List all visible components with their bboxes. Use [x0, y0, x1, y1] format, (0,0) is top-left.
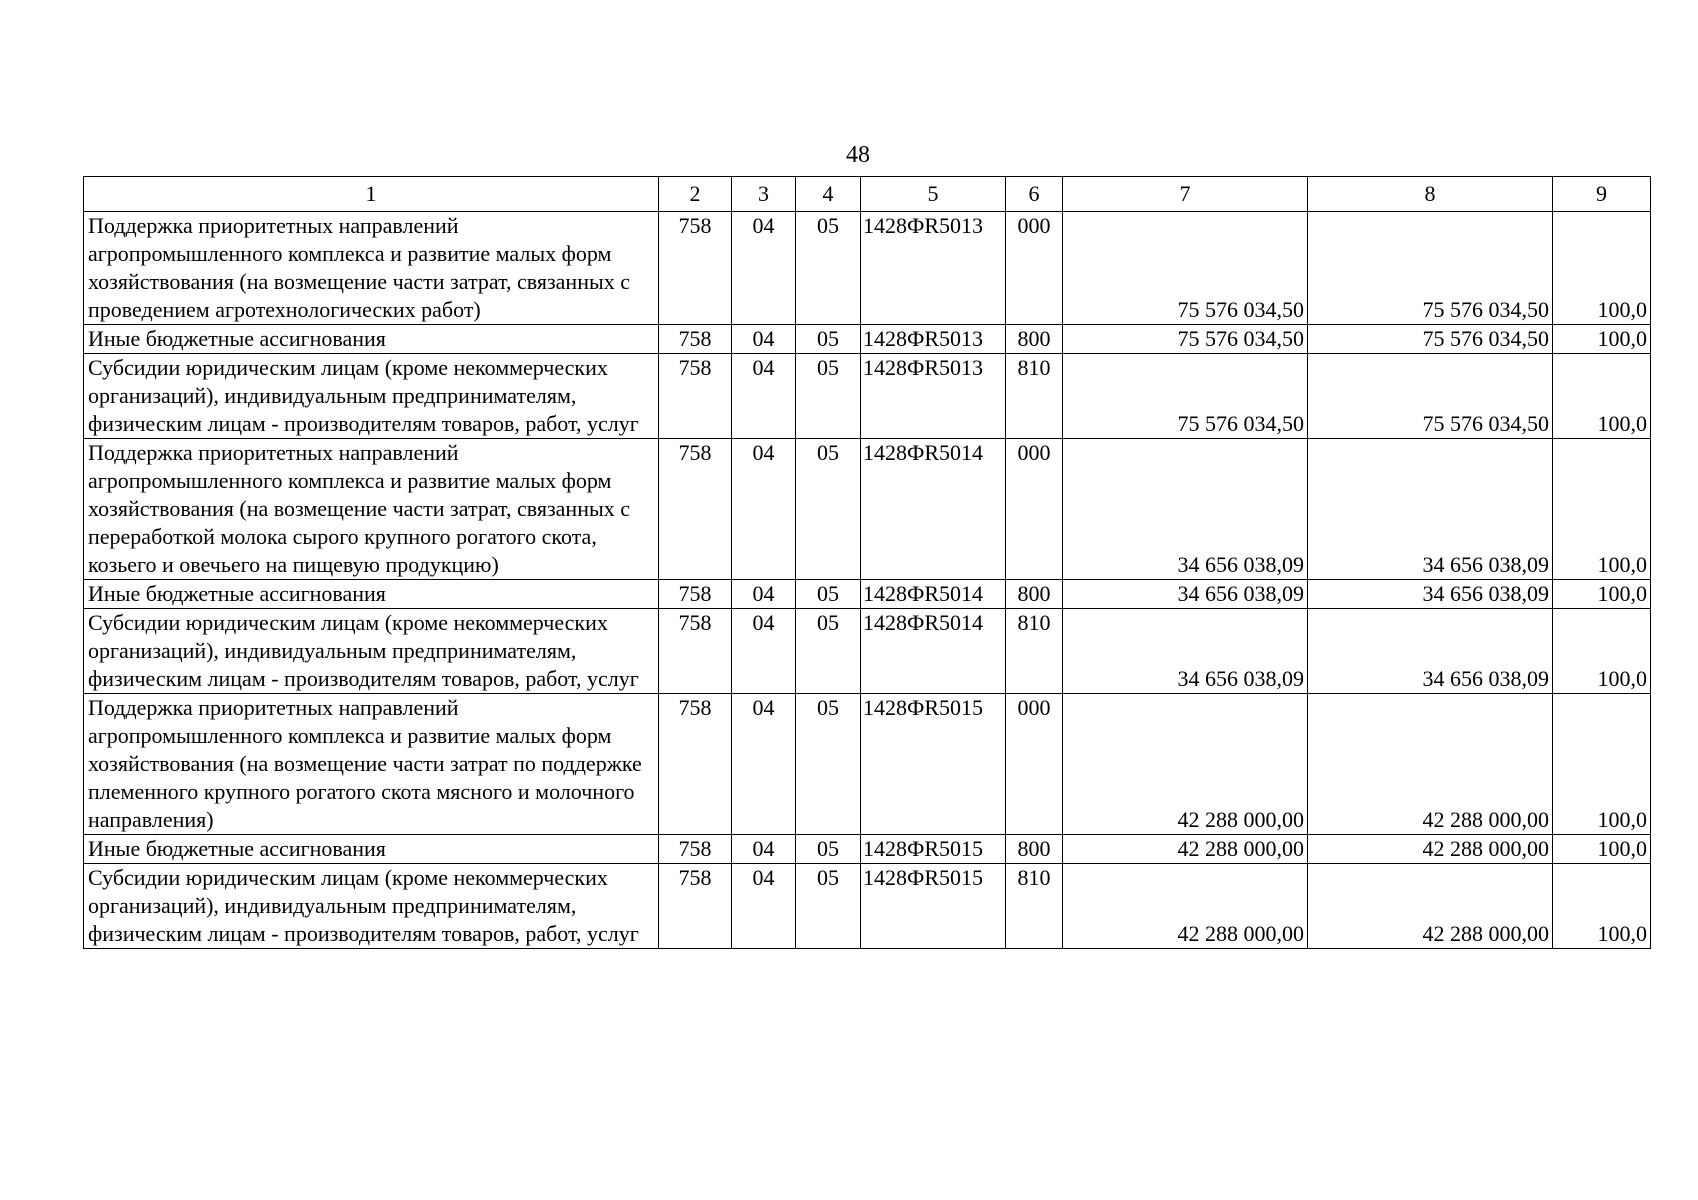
row-code-cell: 05 — [796, 439, 861, 580]
row-name-cell: Поддержка приоритетных направлений агропромышленного комплекса и развитие малых форм хозяйствования (на возмещение части затрат, связанных с переработкой молока сырого крупного рогатого скота, козьего и овечьего на пищевую продукцию) — [84, 439, 659, 580]
row-code-cell: 05 — [796, 609, 861, 694]
column-header: 6 — [1006, 177, 1063, 212]
table-row — [84, 439, 1651, 580]
row-code-cell: 1428ФR5014 — [861, 580, 1006, 609]
row-name-cell: Субсидии юридическим лицам (кроме некоммерческих организаций), индивидуальным предпринимателям, физическим лицам - производителям товаров, работ, услуг — [84, 354, 659, 439]
row-code-cell: 758 — [659, 325, 732, 354]
row-code-cell: 1428ФR5015 — [861, 694, 1006, 835]
row-name-cell: Субсидии юридическим лицам (кроме некоммерческих организаций), индивидуальным предпринимателям, физическим лицам - производителям товаров, работ, услуг — [84, 609, 659, 694]
row-code-cell: 05 — [796, 354, 861, 439]
row-amount-cell: 75 576 034,50 — [1063, 354, 1308, 439]
table-row — [84, 835, 1651, 864]
row-code-cell: 1428ФR5013 — [861, 212, 1006, 325]
row-code-cell: 05 — [796, 212, 861, 325]
row-code-cell: 1428ФR5014 — [861, 439, 1006, 580]
row-code-cell: 04 — [732, 354, 796, 439]
row-code-cell: 05 — [796, 864, 861, 949]
row-name-cell: Иные бюджетные ассигнования — [84, 325, 659, 354]
column-header: 1 — [84, 177, 659, 212]
row-code-cell: 758 — [659, 439, 732, 580]
row-code-cell: 758 — [659, 354, 732, 439]
row-code-cell: 05 — [796, 694, 861, 835]
row-amount-cell: 42 288 000,00 — [1063, 864, 1308, 949]
row-percent-cell: 100,0 — [1553, 864, 1651, 949]
row-code-cell: 758 — [659, 580, 732, 609]
column-header: 7 — [1063, 177, 1308, 212]
row-code-cell: 000 — [1006, 694, 1063, 835]
row-code-cell: 000 — [1006, 212, 1063, 325]
row-name-cell: Иные бюджетные ассигнования — [84, 580, 659, 609]
row-amount-cell: 34 656 038,09 — [1063, 439, 1308, 580]
row-code-cell: 810 — [1006, 609, 1063, 694]
table-row — [84, 354, 1651, 439]
row-amount-cell: 42 288 000,00 — [1308, 835, 1553, 864]
row-code-cell: 758 — [659, 609, 732, 694]
column-header: 5 — [861, 177, 1006, 212]
row-code-cell: 1428ФR5013 — [861, 354, 1006, 439]
column-header: 4 — [796, 177, 861, 212]
row-code-cell: 04 — [732, 835, 796, 864]
row-amount-cell: 34 656 038,09 — [1063, 609, 1308, 694]
row-percent-cell: 100,0 — [1553, 694, 1651, 835]
row-amount-cell: 42 288 000,00 — [1308, 694, 1553, 835]
table-row — [84, 694, 1651, 835]
column-header: 3 — [732, 177, 796, 212]
row-amount-cell: 34 656 038,09 — [1063, 580, 1308, 609]
row-code-cell: 1428ФR5015 — [861, 835, 1006, 864]
row-name-cell: Поддержка приоритетных направлений агропромышленного комплекса и развитие малых форм хозяйствования (на возмещение части затрат по поддержке племенного крупного рогатого скота мясного и молочного направления) — [84, 694, 659, 835]
table-row — [84, 609, 1651, 694]
row-code-cell: 04 — [732, 609, 796, 694]
table-header-row — [84, 177, 1651, 212]
table-row — [84, 325, 1651, 354]
row-percent-cell: 100,0 — [1553, 439, 1651, 580]
row-code-cell: 05 — [796, 325, 861, 354]
row-code-cell: 810 — [1006, 354, 1063, 439]
row-percent-cell: 100,0 — [1553, 325, 1651, 354]
row-code-cell: 800 — [1006, 325, 1063, 354]
row-amount-cell: 75 576 034,50 — [1063, 325, 1308, 354]
row-code-cell: 810 — [1006, 864, 1063, 949]
table-row — [84, 212, 1651, 325]
row-name-cell: Субсидии юридическим лицам (кроме некоммерческих организаций), индивидуальным предпринимателям, физическим лицам - производителям товаров, работ, услуг — [84, 864, 659, 949]
row-percent-cell: 100,0 — [1553, 354, 1651, 439]
row-amount-cell: 34 656 038,09 — [1308, 609, 1553, 694]
page-number: 48 — [846, 142, 870, 168]
row-code-cell: 758 — [659, 864, 732, 949]
row-amount-cell: 42 288 000,00 — [1063, 835, 1308, 864]
row-code-cell: 1428ФR5015 — [861, 864, 1006, 949]
column-header: 2 — [659, 177, 732, 212]
row-name-cell: Поддержка приоритетных направлений агропромышленного комплекса и развитие малых форм хозяйствования (на возмещение части затрат, связанных с проведением агротехнологических работ) — [84, 212, 659, 325]
row-code-cell: 04 — [732, 439, 796, 580]
row-code-cell: 758 — [659, 212, 732, 325]
row-percent-cell: 100,0 — [1553, 609, 1651, 694]
row-amount-cell: 42 288 000,00 — [1308, 864, 1553, 949]
row-amount-cell: 75 576 034,50 — [1308, 212, 1553, 325]
row-amount-cell: 42 288 000,00 — [1063, 694, 1308, 835]
row-amount-cell: 75 576 034,50 — [1308, 354, 1553, 439]
row-code-cell: 05 — [796, 580, 861, 609]
row-name-cell: Иные бюджетные ассигнования — [84, 835, 659, 864]
row-percent-cell: 100,0 — [1553, 212, 1651, 325]
row-code-cell: 04 — [732, 694, 796, 835]
row-amount-cell: 34 656 038,09 — [1308, 580, 1553, 609]
table-row — [84, 864, 1651, 949]
row-percent-cell: 100,0 — [1553, 580, 1651, 609]
row-code-cell: 04 — [732, 212, 796, 325]
row-code-cell: 04 — [732, 325, 796, 354]
row-code-cell: 1428ФR5013 — [861, 325, 1006, 354]
row-code-cell: 800 — [1006, 835, 1063, 864]
table-row — [84, 580, 1651, 609]
row-amount-cell: 34 656 038,09 — [1308, 439, 1553, 580]
row-code-cell: 800 — [1006, 580, 1063, 609]
row-code-cell: 05 — [796, 835, 861, 864]
row-amount-cell: 75 576 034,50 — [1308, 325, 1553, 354]
row-code-cell: 1428ФR5014 — [861, 609, 1006, 694]
row-code-cell: 04 — [732, 864, 796, 949]
column-header: 8 — [1308, 177, 1553, 212]
row-amount-cell: 75 576 034,50 — [1063, 212, 1308, 325]
row-percent-cell: 100,0 — [1553, 835, 1651, 864]
budget-table — [83, 176, 1651, 949]
row-code-cell: 04 — [732, 580, 796, 609]
column-header: 9 — [1553, 177, 1651, 212]
row-code-cell: 758 — [659, 694, 732, 835]
row-code-cell: 000 — [1006, 439, 1063, 580]
row-code-cell: 758 — [659, 835, 732, 864]
